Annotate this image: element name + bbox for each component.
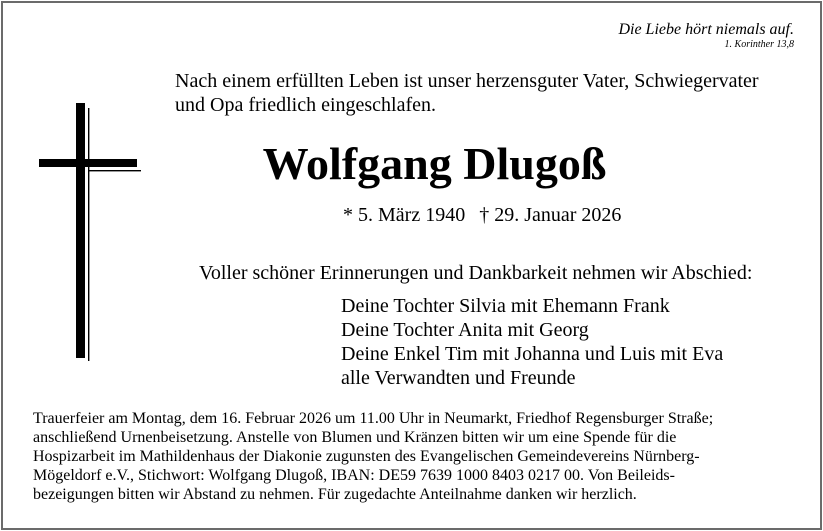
- info-line: Mögeldorf e.V., Stichwort: Wolfgang Dlugoß, IBAN: DE59 7639 1000 8403 0217 00. Von Beileids-: [33, 467, 675, 484]
- mourner-line: Deine Enkel Tim mit Johanna und Luis mit Eva: [341, 343, 724, 365]
- death-date: † 29. Januar 2026: [479, 204, 622, 226]
- birth-date: * 5. März 1940: [343, 204, 466, 226]
- deceased-name: Wolfgang Dlugoß: [262, 138, 607, 189]
- info-line: Trauerfeier am Montag, dem 16. Februar 2026 um 11.00 Uhr in Neumarkt, Friedhof Regensburger Straße;: [33, 410, 714, 427]
- info-line: anschließend Urnenbeisetzung. Anstelle von Blumen und Kränzen bitten wir um eine Spende für die: [33, 429, 677, 446]
- intro-text: [175, 69, 815, 117]
- funeral-info: [33, 409, 803, 504]
- intro-line: Nach einem erfüllten Leben ist unser herzensguter Vater, Schwiegervater: [175, 70, 759, 92]
- mourners-list: [341, 294, 723, 390]
- farewell-line: Voller schöner Erinnerungen und Dankbarkeit nehmen wir Abschied:: [199, 262, 753, 284]
- intro-line: und Opa friedlich eingeschlafen.: [175, 94, 437, 116]
- quote-text: Die Liebe hört niemals auf.: [618, 21, 794, 38]
- life-dates: [343, 203, 635, 227]
- mourner-line: alle Verwandten und Freunde: [341, 367, 576, 389]
- info-line: bezeigungen bitten wir Abstand zu nehmen. Für zugedachte Anteilnahme danken wir herzlich.: [33, 486, 637, 503]
- obituary-notice: [1, 1, 822, 530]
- mourner-line: Deine Tochter Silvia mit Ehemann Frank: [341, 295, 670, 317]
- info-line: Hospizarbeit im Mathildenhaus der Diakonie zugunsten des Evangelischen Gemeindevereins Nürnberg-: [33, 448, 700, 465]
- quote-reference: 1. Korinther 13,8: [724, 39, 794, 50]
- mourner-line: Deine Tochter Anita mit Georg: [341, 319, 589, 341]
- bible-quote: [618, 21, 794, 51]
